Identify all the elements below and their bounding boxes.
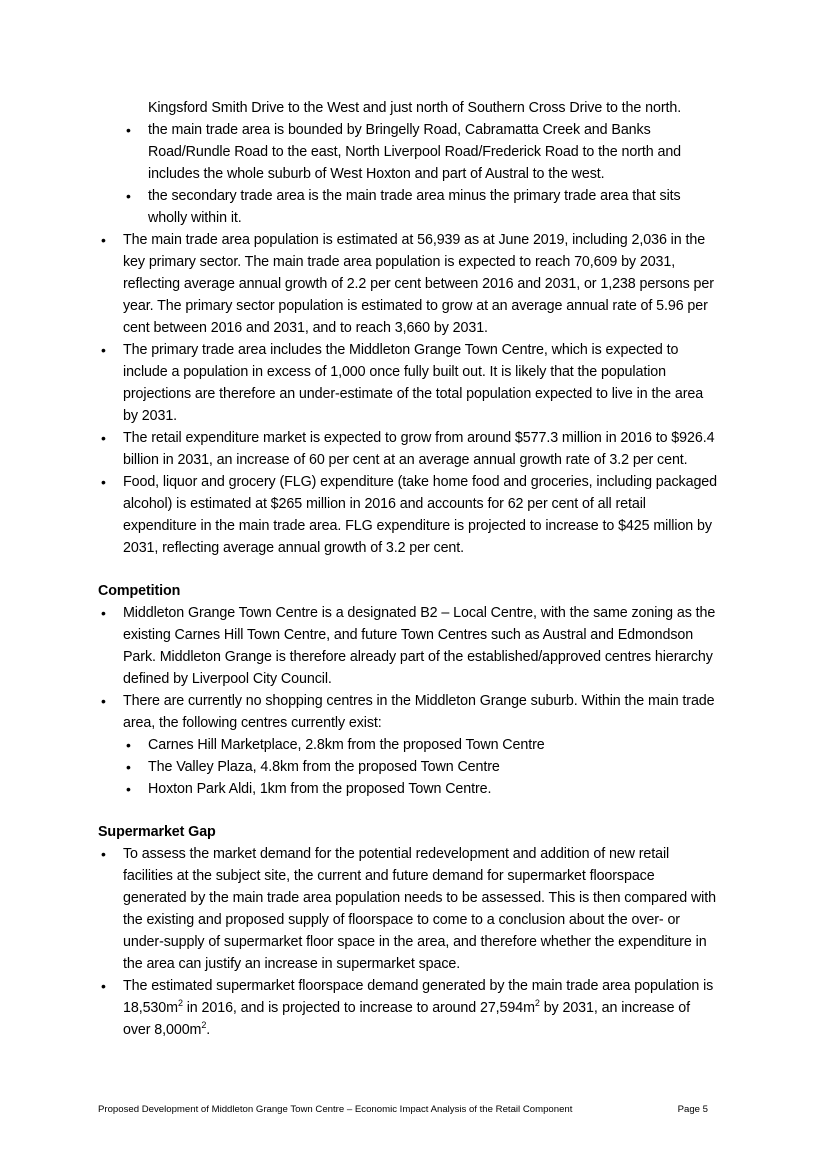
list-item	[98, 602, 720, 690]
list-item-text	[123, 978, 713, 1038]
population-list	[98, 229, 720, 559]
bullet-icon: •	[101, 232, 106, 248]
list-item-text: The primary trade area includes the Middleton Grange Town Centre, which is expected to include a population in excess of 1,000 once fully built out. It is likely that the population projections are therefore an under-estimate of the total population expected to live in the area by 2031.	[123, 342, 704, 424]
superscript: 2	[534, 998, 540, 1009]
list-item	[98, 975, 720, 1041]
bullet-icon: •	[101, 605, 106, 621]
list-item-text: Food, liquor and grocery (FLG) expenditure (take home food and groceries, including packaged alcohol) is estimated at $265 million in 2016 and accounts for 62 per cent of all retail expenditure in the main trade area. FLG expenditure is projected to increase to $425 million by 2031, reflecting average annual growth of 3.2 per cent.	[123, 474, 717, 556]
bullet-icon: •	[101, 342, 106, 358]
list-item-text: The retail expenditure market is expected to grow from around $577.3 million in 2016 to $926.4 billion in 2031, an increase of 60 per cent at an average annual growth rate of 3.2 per cent.	[123, 430, 715, 468]
bullet-icon: •	[101, 474, 106, 490]
list-item-text: Hoxton Park Aldi, 1km from the proposed Town Centre.	[148, 781, 492, 797]
bullet-icon: •	[126, 122, 131, 138]
list-item-text: Middleton Grange Town Centre is a designated B2 – Local Centre, with the same zoning as the existing Carnes Hill Town Centre, and future Town Centres such as Austral and Edmondson Park. Middleton Grange is therefore already part of the established/approved centres hierarchy defined by Liverpool City Council.	[123, 605, 716, 687]
list-item	[98, 690, 720, 800]
bullet-icon: •	[101, 846, 106, 862]
list-item	[98, 843, 720, 975]
text-run: by 2031, an increase of over 8,000m	[123, 1000, 691, 1038]
centres-sublist	[123, 734, 720, 800]
bullet-icon: •	[101, 978, 106, 994]
list-item-text: To assess the market demand for the potential redevelopment and addition of new retail facilities at the subject site, the current and future demand for supermarket floorspace generated by the main trade area population needs to be assessed. This is then compared with the existing and proposed supply of floorspace to come to a conclusion about the over- or under-supply of supermarket floor space in the area, and therefore whether the expenditure in the area can justify an increase in supermarket space.	[123, 846, 716, 972]
list-item	[123, 185, 720, 229]
page-content	[98, 97, 720, 1041]
list-item-text: The Valley Plaza, 4.8km from the proposed Town Centre	[148, 759, 500, 775]
list-item	[98, 339, 720, 427]
spacer	[98, 800, 720, 821]
intro-continuation: Kingsford Smith Drive to the West and just north of Southern Cross Drive to the north.	[148, 100, 682, 116]
bullet-icon: •	[126, 188, 131, 204]
superscript: 2	[177, 998, 183, 1009]
list-item-text: the main trade area is bounded by Bringelly Road, Cabramatta Creek and Banks Road/Rundle Road to the east, North Liverpool Road/Frederick Road to the north and includes the whole suburb of West Hoxton and part of Austral to the west.	[148, 122, 682, 182]
text-run: in 2016, and is projected to increase to around 27,594m	[182, 1000, 535, 1016]
list-item-text: Carnes Hill Marketplace, 2.8km from the proposed Town Centre	[148, 737, 545, 753]
bullet-icon: •	[126, 781, 131, 797]
list-item	[123, 119, 720, 185]
list-item	[98, 471, 720, 559]
competition-list	[98, 602, 720, 800]
list-item-text: the secondary trade area is the main trade area minus the primary trade area that sits wholly within it.	[148, 188, 681, 226]
trade-area-sublist	[123, 119, 720, 229]
bullet-icon: •	[126, 759, 131, 775]
page-number: Page 5	[677, 1104, 708, 1115]
list-item	[123, 778, 720, 800]
supermarket-gap-heading: Supermarket Gap	[98, 824, 216, 840]
list-item	[98, 229, 720, 339]
superscript: 2	[201, 1020, 207, 1031]
text-run: The estimated supermarket floorspace demand generated by the main trade area population is 18,530m	[123, 978, 714, 1016]
list-item-text: The main trade area population is estimated at 56,939 as at June 2019, including 2,036 in the key primary sector. The main trade area population is expected to reach 70,609 by 2031, reflecting average annual growth of 2.2 per cent between 2016 and 2031, or 1,238 persons per year. The primary sector population is estimated to grow at an average annual rate of 5.96 per cent between 2016 and 2031, and to reach 3,660 by 2031.	[123, 232, 714, 336]
bullet-icon: •	[101, 693, 106, 709]
list-item	[123, 756, 720, 778]
bullet-icon: •	[101, 430, 106, 446]
spacer	[98, 559, 720, 580]
competition-heading: Competition	[98, 583, 181, 599]
bullet-icon: •	[126, 737, 131, 753]
text-run: .	[206, 1022, 211, 1038]
list-item	[123, 734, 720, 756]
list-item	[98, 427, 720, 471]
list-item-text: There are currently no shopping centres in the Middleton Grange suburb. Within the main trade area, the following centres currently exist:	[123, 693, 715, 731]
footer-title: Proposed Development of Middleton Grange Town Centre – Economic Impact Analysis of the Retail Component	[98, 1104, 573, 1115]
supermarket-gap-list	[98, 843, 720, 1041]
